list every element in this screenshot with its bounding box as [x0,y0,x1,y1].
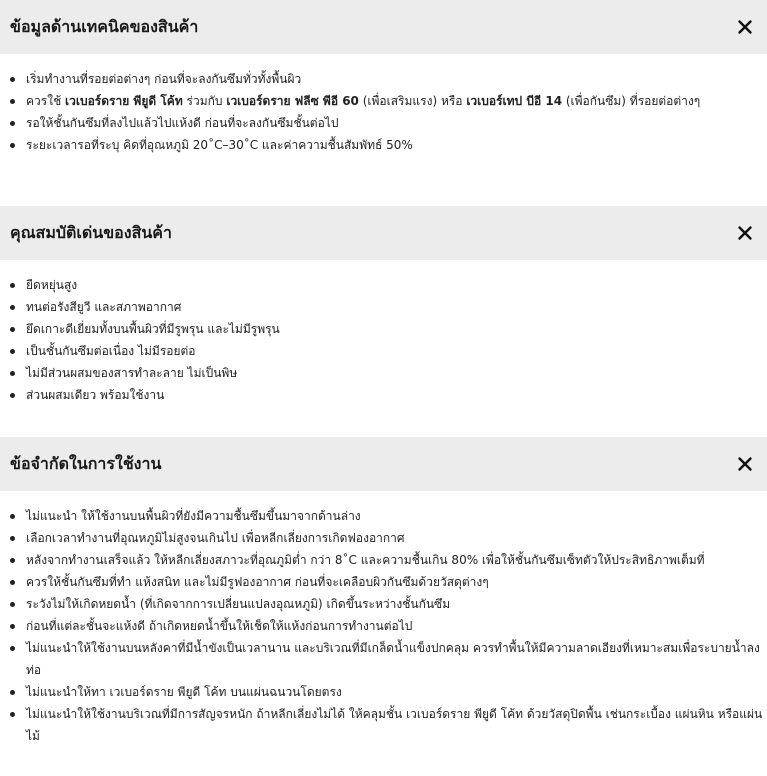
list-item-text: ทนต่อรังสียูวี และสภาพอากาศ [26,300,182,314]
product-name: เวเบอร์ดราย ฟลีซ พีอี 60 [226,94,359,108]
list-item [26,505,767,527]
list-item-text: หลังจากทำงานเสร็จแล้ว ให้หลีกเลี่ยงสภาวะที่อุณภูมิต่ำ กว่า 8˚C และความชื้นเกิน 80% เพื่อให้ชั้นกันซึมเซ็ทตัวให้ประสิทธิภาพเต็มที่ [26,553,705,567]
list-item-text: ควรให้ชั้นกันซึมที่ทำ แห้งสนิท และไม่มีรูฟองอากาศ ก่อนที่จะเคลือบผิวกันซึมด้วยวัสดุต่างๆ [26,575,489,589]
product-name: เวเบอร์เทป บีอี 14 [466,94,563,108]
list-item [26,681,767,703]
list-item [26,615,767,637]
list-item-text: ไม่แนะนำ ให้ใช้งานบนพื้นผิวที่ยังมีความชื้นซึมขึ้นมาจากด้านล่าง [26,509,361,523]
usage-limitations-header[interactable] [0,437,767,491]
usage-limitations-section [0,437,767,747]
section-title: ข้อมูลด้านเทคนิคของสินค้า [10,16,199,36]
bullet-list [0,68,767,156]
close-icon[interactable] [737,456,753,472]
list-item-text: ส่วนผสมเดียว พร้อมใช้งาน [26,388,165,402]
technical-info-body [0,54,767,206]
list-item [26,703,767,747]
list-item-text: ไม่แนะนำให้ทา เวเบอร์ดราย พียูดี โค้ท บนแผ่นฉนวนโดยตรง [26,685,342,699]
section-title: ข้อจำกัดในการใช้งาน [10,453,162,473]
list-item [26,340,767,362]
list-item-text: ไม่มีส่วนผสมของสารทำละลาย ไม่เป็นพิษ [26,366,238,380]
list-item [26,90,767,112]
product-name: เวเบอร์ดราย พียูดี โค้ท [65,94,183,108]
list-item-text: ยืดหยุ่นสูง [26,278,78,292]
list-item-text: (เพื่อเสริมแรง) หรือ [358,94,467,108]
list-item [26,362,767,384]
list-item-text: เลือกเวลาทำงานที่อุณหภูมิไม่สูงจนเกินไป เพื่อหลีกเลี่ยงการเกิดฟองอากาศ [26,531,405,545]
list-item [26,134,767,156]
list-item [26,112,767,134]
technical-info-header[interactable] [0,0,767,54]
list-item-text: ยึดเกาะดีเยี่ยมทั้งบนพื้นผิวที่มีรูพรุน และไม่มีรูพรุน [26,322,280,336]
list-item [26,593,767,615]
list-item-text: ควรใช้ [26,94,66,108]
list-item-text: ไม่แนะนำให้ใช้งานบนหลังคาที่มีน้ำขังเป็นเวลานาน และบริเวณที่มีเกล็ดน้ำแข็งปกคลุม ควรทำพื้นให้มีความลาดเอียงที่เหมาะสมเพื่อระบายน้ำลงท่อ [26,641,760,677]
list-item [26,274,767,296]
list-item [26,296,767,318]
list-item-text: เริ่มทำงานที่รอยต่อต่างๆ ก่อนที่จะลงกันซึมทั่วทั้งพื้นผิว [26,72,302,86]
usage-limitations-body [0,491,767,747]
list-item-text: (เพื่อกันซึม) ที่รอยต่อต่างๆ [562,94,701,108]
key-features-body [0,260,767,437]
bullet-list [0,274,767,406]
list-item-text: เป็นชั้นกันซึมต่อเนื่อง ไม่มีรอยต่อ [26,344,196,358]
key-features-header[interactable] [0,206,767,260]
list-item-text: ร่วมกับ [182,94,227,108]
list-item-text: ระวังไม่ให้เกิดหยดน้ำ (ที่เกิดจากการเปลี่ยนแปลงอุณหภูมิ) เกิดขึ้นระหว่างชั้นกันซึม [26,597,451,611]
technical-info-section [0,0,767,206]
key-features-section [0,206,767,437]
list-item [26,384,767,406]
list-item-text: ระยะเวลารอที่ระบุ คิดที่อุณหภูมิ 20˚C–30˚C และค่าความชื้นสัมพัทธ์ 50% [26,138,413,152]
list-item-text: รอให้ชั้นกันซึมที่ลงไปแล้วไปแห้งดี ก่อนที่จะลงกันซึมชั้นต่อไป [26,116,339,130]
list-item [26,527,767,549]
bullet-list [0,505,767,747]
list-item [26,637,767,681]
list-item [26,571,767,593]
list-item-text: ก่อนที่แต่ละชั้นจะแห้งดี ถ้าเกิดหยดน้ำขึ้นให้เช็ดให้แห้งก่อนการทำงานต่อไป [26,619,413,633]
list-item-text: ไม่แนะนำให้ใช้งานบริเวณที่มีการสัญจรหนัก ถ้าหลีกเลี่ยงไม่ได้ ให้คลุมชั้น เวเบอร์ดราย พียูดี โค้ท ด้วยวัสดุปิดพื้น เช่นกระเบื้อง แผ่นหิน หรือแผ่นไม้ [26,707,763,743]
section-title: คุณสมบัติเด่นของสินค้า [10,222,172,242]
list-item [26,318,767,340]
list-item [26,68,767,90]
close-icon[interactable] [737,19,753,35]
close-icon[interactable] [737,225,753,241]
list-item [26,549,767,571]
